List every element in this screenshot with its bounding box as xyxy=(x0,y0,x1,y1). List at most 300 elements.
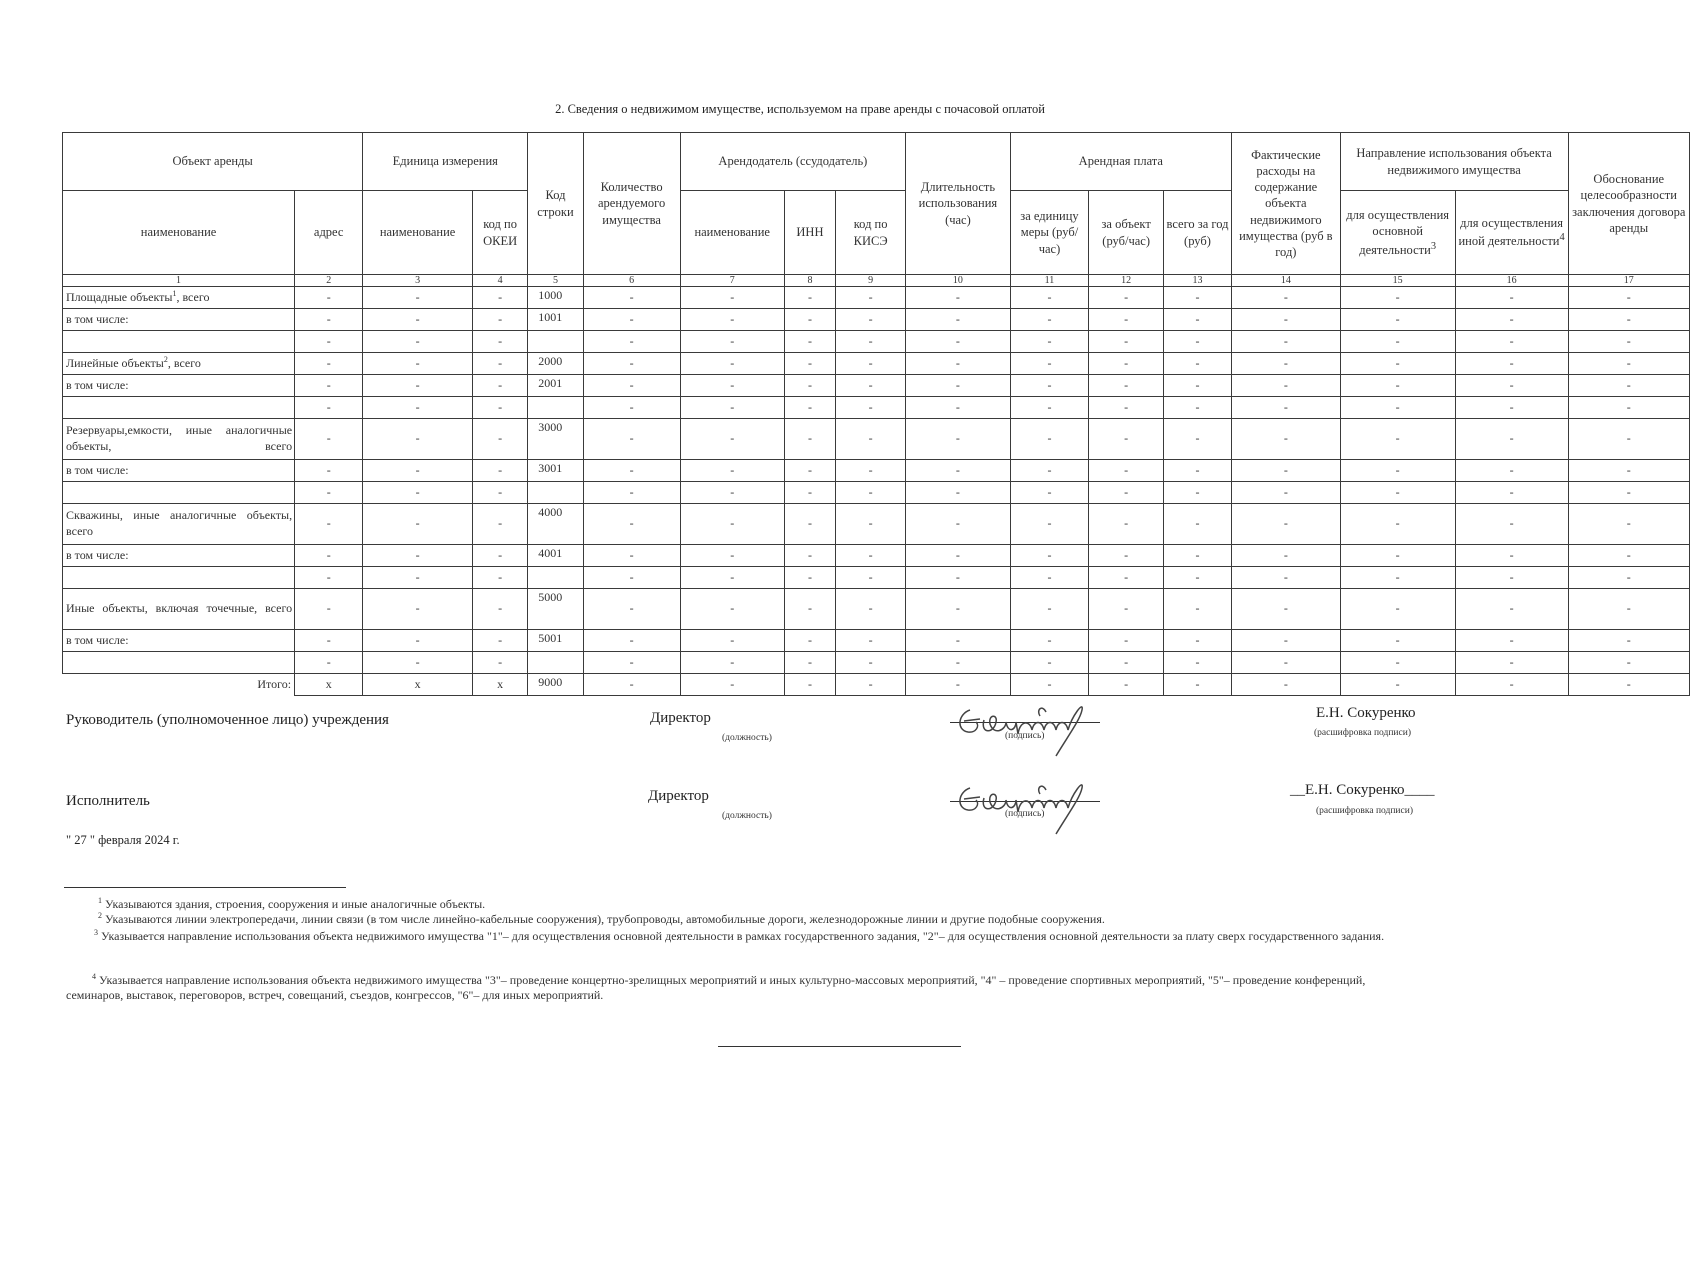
cell-dash: - xyxy=(1232,589,1341,630)
cell-dash: - xyxy=(835,589,905,630)
cell-dash: - xyxy=(1232,652,1341,674)
cell-dash: - xyxy=(680,397,784,419)
cell-dash: - xyxy=(363,309,473,331)
rental-table xyxy=(62,132,1690,696)
table-body xyxy=(63,275,1690,696)
cell-dash: - xyxy=(1340,652,1455,674)
cell-dash: - xyxy=(1089,419,1164,460)
cell-dash: - xyxy=(363,545,473,567)
cell-dash: - xyxy=(835,309,905,331)
table-row xyxy=(63,375,1690,397)
cell-dash: - xyxy=(1568,674,1689,696)
cell-dash: - xyxy=(1340,482,1455,504)
table-row xyxy=(63,309,1690,331)
row-name: Линейные объекты$^2$, всего xyxy=(63,353,295,375)
cell-dash: - xyxy=(295,545,363,567)
cell-dash: - xyxy=(1232,375,1341,397)
cell-dash: - xyxy=(1010,567,1089,589)
header-line-code: Код строки xyxy=(528,133,583,275)
column-number: 1 xyxy=(63,275,295,287)
cell-dash: - xyxy=(835,482,905,504)
cell-dash: - xyxy=(784,375,835,397)
header-duration: Длительность использования (час) xyxy=(906,133,1010,275)
row-name xyxy=(63,397,295,419)
cell-dash: - xyxy=(1568,545,1689,567)
cell-dash: - xyxy=(1568,331,1689,353)
cell-dash: - xyxy=(1010,375,1089,397)
cell-dash: - xyxy=(1340,567,1455,589)
table-header xyxy=(63,133,1690,275)
rental-table-wrapper xyxy=(62,132,1686,704)
head-name-caption: (расшифровка подписи) xyxy=(1314,728,1411,738)
cell-dash: - xyxy=(1568,353,1689,375)
executor-signature-caption: (подпись) xyxy=(1005,809,1045,819)
cell-dash: - xyxy=(295,397,363,419)
cell-dash: - xyxy=(1163,652,1231,674)
header-direction-other: для осуществления иной деятельности$^4$ xyxy=(1455,191,1568,275)
cell-dash: - xyxy=(472,567,527,589)
cell-dash: - xyxy=(472,545,527,567)
header-rent-year: всего за год (руб) xyxy=(1163,191,1231,275)
cell-dash: - xyxy=(835,567,905,589)
column-number: 4 xyxy=(472,275,527,287)
cell-dash: - xyxy=(784,331,835,353)
cell-dash: - xyxy=(1232,567,1341,589)
cell-dash: - xyxy=(1232,674,1341,696)
cell-dash: - xyxy=(1568,630,1689,652)
cell-dash: - xyxy=(363,375,473,397)
cell-dash: - xyxy=(906,589,1010,630)
cell-dash: - xyxy=(1232,504,1341,545)
cell-dash: - xyxy=(583,589,680,630)
cell-dash: - xyxy=(1089,309,1164,331)
header-rent-object: за объект (руб/час) xyxy=(1089,191,1164,275)
column-number: 9 xyxy=(835,275,905,287)
row-code xyxy=(528,652,583,674)
cell-dash: - xyxy=(1232,460,1341,482)
cell-dash: - xyxy=(906,331,1010,353)
cell-dash: - xyxy=(1340,353,1455,375)
column-number: 16 xyxy=(1455,275,1568,287)
cell-dash: - xyxy=(1568,460,1689,482)
cell-dash: - xyxy=(784,630,835,652)
cell-dash: - xyxy=(1089,630,1164,652)
cell-dash: - xyxy=(1232,287,1341,309)
cell-dash: - xyxy=(295,504,363,545)
cell-dash: - xyxy=(680,353,784,375)
cell-dash: - xyxy=(1089,331,1164,353)
column-number: 17 xyxy=(1568,275,1689,287)
head-signature-image xyxy=(950,690,1100,760)
cell-dash: - xyxy=(583,287,680,309)
footnote-4-continued: семинаров, выставок, переговоров, встреч, совещаний, съездов, конгрессов, "6"– для иных мероприятий. xyxy=(66,988,604,1002)
cell-dash: - xyxy=(784,589,835,630)
cell-dash: - xyxy=(1163,482,1231,504)
footnote-separator xyxy=(64,887,346,888)
total-label: Итого: xyxy=(63,674,295,696)
cell-dash: - xyxy=(1568,482,1689,504)
cell-dash: - xyxy=(1455,287,1568,309)
cell-dash: - xyxy=(1089,460,1164,482)
cell-dash: - xyxy=(1163,397,1231,419)
column-number: 12 xyxy=(1089,275,1164,287)
cell-dash: - xyxy=(1568,419,1689,460)
cell-dash: - xyxy=(583,397,680,419)
cell-dash: - xyxy=(835,397,905,419)
cell-dash: - xyxy=(1568,309,1689,331)
cell-dash: - xyxy=(583,652,680,674)
cell-dash: - xyxy=(1232,309,1341,331)
cell-dash: - xyxy=(583,504,680,545)
cell-dash: - xyxy=(835,504,905,545)
cell-dash: - xyxy=(583,630,680,652)
cell-dash: - xyxy=(835,419,905,460)
cell-dash: - xyxy=(835,630,905,652)
total-code: 9000 xyxy=(528,674,583,696)
cell-dash: - xyxy=(1089,545,1164,567)
header-unit: Единица измерения xyxy=(363,133,528,191)
row-name xyxy=(63,567,295,589)
cell-dash: - xyxy=(1163,545,1231,567)
header-rent: Арендная плата xyxy=(1010,133,1231,191)
row-name: в том числе: xyxy=(63,545,295,567)
cell-dash: - xyxy=(1568,567,1689,589)
header-unit-okei: код по ОКЕИ xyxy=(472,191,527,275)
head-signature-caption: (подпись) xyxy=(1005,731,1045,741)
cell-dash: - xyxy=(1455,419,1568,460)
row-code xyxy=(528,482,583,504)
total-x: x xyxy=(363,674,473,696)
cell-dash: - xyxy=(1089,397,1164,419)
cell-dash: - xyxy=(1232,353,1341,375)
cell-dash: - xyxy=(472,353,527,375)
table-row xyxy=(63,589,1690,630)
row-name: Площадные объекты$^1$, всего xyxy=(63,287,295,309)
executor-label: Исполнитель xyxy=(66,793,150,809)
cell-dash: - xyxy=(835,674,905,696)
cell-dash: - xyxy=(906,674,1010,696)
cell-dash: - xyxy=(784,567,835,589)
cell-dash: - xyxy=(583,419,680,460)
cell-dash: - xyxy=(1010,287,1089,309)
cell-dash: - xyxy=(472,287,527,309)
cell-dash: - xyxy=(1568,504,1689,545)
cell-dash: - xyxy=(363,287,473,309)
cell-dash: - xyxy=(680,652,784,674)
cell-dash: - xyxy=(906,309,1010,331)
cell-dash: - xyxy=(1340,309,1455,331)
cell-dash: - xyxy=(1232,482,1341,504)
cell-dash: - xyxy=(363,589,473,630)
cell-dash: - xyxy=(680,287,784,309)
cell-dash: - xyxy=(363,504,473,545)
cell-dash: - xyxy=(1010,674,1089,696)
cell-dash: - xyxy=(363,482,473,504)
cell-dash: - xyxy=(1163,331,1231,353)
cell-dash: - xyxy=(472,419,527,460)
cell-dash: - xyxy=(295,419,363,460)
row-name: в том числе: xyxy=(63,630,295,652)
cell-dash: - xyxy=(1010,589,1089,630)
cell-dash: - xyxy=(1455,397,1568,419)
cell-dash: - xyxy=(680,460,784,482)
cell-dash: - xyxy=(784,353,835,375)
cell-dash: - xyxy=(1010,630,1089,652)
footnote-3: $^3$ Указывается направление использования объекта недвижимого имущества "1"– для осуществления основной деятельности в рамках государственного задания, "2"– для осуществления основной деятельности за плату сверх государственного задания. xyxy=(94,928,1385,943)
cell-dash: - xyxy=(295,567,363,589)
cell-dash: - xyxy=(906,482,1010,504)
cell-dash: - xyxy=(1163,309,1231,331)
cell-dash: - xyxy=(1455,309,1568,331)
cell-dash: - xyxy=(1232,630,1341,652)
row-code: 2000 xyxy=(528,353,583,375)
executor-position-caption: (должность) xyxy=(722,811,772,821)
cell-dash: - xyxy=(472,482,527,504)
cell-dash: - xyxy=(1089,674,1164,696)
cell-dash: - xyxy=(1340,674,1455,696)
cell-dash: - xyxy=(1089,482,1164,504)
cell-dash: - xyxy=(1163,287,1231,309)
head-name: Е.Н. Сокуренко xyxy=(1316,705,1416,721)
cell-dash: - xyxy=(583,331,680,353)
head-label: Руководитель (уполномоченное лицо) учреждения xyxy=(66,712,389,728)
cell-dash: - xyxy=(363,353,473,375)
cell-dash: - xyxy=(680,630,784,652)
cell-dash: - xyxy=(1089,287,1164,309)
cell-dash: - xyxy=(1340,504,1455,545)
cell-dash: - xyxy=(1232,545,1341,567)
cell-dash: - xyxy=(906,652,1010,674)
cell-dash: - xyxy=(1089,652,1164,674)
executor-signature-image xyxy=(950,768,1100,838)
cell-dash: - xyxy=(1340,545,1455,567)
cell-dash: - xyxy=(784,545,835,567)
cell-dash: - xyxy=(1089,353,1164,375)
cell-dash: - xyxy=(472,652,527,674)
cell-dash: - xyxy=(680,589,784,630)
cell-dash: - xyxy=(1089,504,1164,545)
header-address: адрес xyxy=(295,191,363,275)
cell-dash: - xyxy=(472,397,527,419)
row-code: 1000 xyxy=(528,287,583,309)
cell-dash: - xyxy=(784,504,835,545)
header-name: наименование xyxy=(63,191,295,275)
cell-dash: - xyxy=(835,460,905,482)
table-row xyxy=(63,630,1690,652)
cell-dash: - xyxy=(680,419,784,460)
cell-dash: - xyxy=(1340,287,1455,309)
head-position-caption: (должность) xyxy=(722,733,772,743)
cell-dash: - xyxy=(680,545,784,567)
header-rent-unit: за единицу меры (руб/час) xyxy=(1010,191,1089,275)
header-direction-main: для осуществления основной деятельности$^3$ xyxy=(1340,191,1455,275)
cell-dash: - xyxy=(1340,460,1455,482)
executor-name: __Е.Н. Сокуренко____ xyxy=(1290,782,1435,798)
cell-dash: - xyxy=(363,331,473,353)
cell-dash: - xyxy=(906,397,1010,419)
cell-dash: - xyxy=(835,545,905,567)
cell-dash: - xyxy=(1340,375,1455,397)
cell-dash: - xyxy=(1010,397,1089,419)
row-name: в том числе: xyxy=(63,460,295,482)
cell-dash: - xyxy=(1010,460,1089,482)
column-number: 6 xyxy=(583,275,680,287)
row-name xyxy=(63,482,295,504)
cell-dash: - xyxy=(1568,652,1689,674)
cell-dash: - xyxy=(472,375,527,397)
cell-dash: - xyxy=(1232,397,1341,419)
table-row xyxy=(63,567,1690,589)
cell-dash: - xyxy=(1455,504,1568,545)
cell-dash: - xyxy=(295,482,363,504)
cell-dash: - xyxy=(363,630,473,652)
cell-dash: - xyxy=(583,353,680,375)
cell-dash: - xyxy=(906,630,1010,652)
cell-dash: - xyxy=(906,545,1010,567)
cell-dash: - xyxy=(1340,331,1455,353)
cell-dash: - xyxy=(1010,419,1089,460)
cell-dash: - xyxy=(1163,419,1231,460)
cell-dash: - xyxy=(472,309,527,331)
cell-dash: - xyxy=(1163,674,1231,696)
row-code xyxy=(528,567,583,589)
cell-dash: - xyxy=(295,287,363,309)
cell-dash: - xyxy=(784,652,835,674)
document-date: " 27 " февраля 2024 г. xyxy=(66,833,180,847)
cell-dash: - xyxy=(1455,482,1568,504)
cell-dash: - xyxy=(1010,309,1089,331)
end-rule xyxy=(718,1046,961,1047)
executor-position: Директор xyxy=(648,788,709,804)
cell-dash: - xyxy=(784,309,835,331)
cell-dash: - xyxy=(1010,353,1089,375)
cell-dash: - xyxy=(583,545,680,567)
cell-dash: - xyxy=(680,375,784,397)
cell-dash: - xyxy=(680,504,784,545)
column-number: 2 xyxy=(295,275,363,287)
header-lessor: Арендодатель (ссудодатель) xyxy=(680,133,906,191)
cell-dash: - xyxy=(1568,375,1689,397)
cell-dash: - xyxy=(906,504,1010,545)
cell-dash: - xyxy=(680,567,784,589)
footnote-1: $^1$ Указываются здания, строения, сооружения и иные аналогичные объекты. xyxy=(98,896,486,911)
cell-dash: - xyxy=(1455,652,1568,674)
cell-dash: - xyxy=(1455,331,1568,353)
cell-dash: - xyxy=(295,460,363,482)
cell-dash: - xyxy=(784,287,835,309)
executor-name-caption: (расшифровка подписи) xyxy=(1316,806,1413,816)
cell-dash: - xyxy=(1010,652,1089,674)
cell-dash: - xyxy=(1340,397,1455,419)
column-number: 15 xyxy=(1340,275,1455,287)
cell-dash: - xyxy=(835,652,905,674)
cell-dash: - xyxy=(472,460,527,482)
cell-dash: - xyxy=(784,482,835,504)
cell-dash: - xyxy=(295,652,363,674)
cell-dash: - xyxy=(295,630,363,652)
table-row xyxy=(63,460,1690,482)
cell-dash: - xyxy=(1010,482,1089,504)
cell-dash: - xyxy=(1568,287,1689,309)
footnote-4: $^4$ Указывается направление использования объекта недвижимого имущества "3"– проведение концертно-зрелищных мероприятий и иных культурно-массовых мероприятий, "4" – проведение спортивных мероприятий, "5"– проведение конференций, xyxy=(92,972,1366,987)
cell-dash: - xyxy=(472,504,527,545)
row-code xyxy=(528,331,583,353)
cell-dash: - xyxy=(583,309,680,331)
cell-dash: - xyxy=(1010,545,1089,567)
column-number: 5 xyxy=(528,275,583,287)
row-name xyxy=(63,652,295,674)
header-quantity: Количество арендуемого имущества xyxy=(583,133,680,275)
cell-dash: - xyxy=(1340,630,1455,652)
cell-dash: - xyxy=(363,397,473,419)
row-code: 1001 xyxy=(528,309,583,331)
cell-dash: - xyxy=(906,287,1010,309)
column-number: 10 xyxy=(906,275,1010,287)
cell-dash: - xyxy=(583,567,680,589)
row-name: Иные объекты, включая точечные, всего xyxy=(63,589,295,630)
table-row xyxy=(63,652,1690,674)
header-object: Объект аренды xyxy=(63,133,363,191)
row-name: Резервуары,емкости, иные аналогичные объекты, всего xyxy=(63,419,295,460)
cell-dash: - xyxy=(835,287,905,309)
cell-dash: - xyxy=(680,331,784,353)
cell-dash: - xyxy=(1089,589,1164,630)
row-name: в том числе: xyxy=(63,309,295,331)
cell-dash: - xyxy=(680,309,784,331)
row-name xyxy=(63,331,295,353)
cell-dash: - xyxy=(1089,567,1164,589)
cell-dash: - xyxy=(295,375,363,397)
cell-dash: - xyxy=(1163,504,1231,545)
cell-dash: - xyxy=(1163,353,1231,375)
cell-dash: - xyxy=(680,482,784,504)
cell-dash: - xyxy=(1232,419,1341,460)
cell-dash: - xyxy=(1163,567,1231,589)
cell-dash: - xyxy=(1455,545,1568,567)
header-lessor-kise: код по КИСЭ xyxy=(835,191,905,275)
header-lessor-name: наименование xyxy=(680,191,784,275)
row-code: 5001 xyxy=(528,630,583,652)
row-name: Скважины, иные аналогичные объекты, всего xyxy=(63,504,295,545)
header-direction: Направление использования объекта недвижимого имущества xyxy=(1340,133,1568,191)
table-row xyxy=(63,287,1690,309)
row-code: 2001 xyxy=(528,375,583,397)
column-number: 7 xyxy=(680,275,784,287)
table-row xyxy=(63,397,1690,419)
cell-dash: - xyxy=(784,397,835,419)
cell-dash: - xyxy=(295,589,363,630)
cell-dash: - xyxy=(295,353,363,375)
total-x: x xyxy=(295,674,363,696)
row-code: 4000 xyxy=(528,504,583,545)
row-code: 3000 xyxy=(528,419,583,460)
header-lessor-inn: ИНН xyxy=(784,191,835,275)
cell-dash: - xyxy=(835,353,905,375)
footnote-2: $^2$ Указываются линии электропередачи, линии связи (в том числе линейно-кабельные сооружения), трубопроводы, автомобильные дороги, железнодорожные линии и другие подобные сооружения. xyxy=(98,911,1105,926)
cell-dash: - xyxy=(1232,331,1341,353)
table-row xyxy=(63,504,1690,545)
cell-dash: - xyxy=(1455,589,1568,630)
cell-dash: - xyxy=(1455,630,1568,652)
cell-dash: - xyxy=(906,460,1010,482)
cell-dash: - xyxy=(295,309,363,331)
cell-dash: - xyxy=(1455,375,1568,397)
cell-dash: - xyxy=(363,652,473,674)
table-row xyxy=(63,545,1690,567)
row-code: 5000 xyxy=(528,589,583,630)
cell-dash: - xyxy=(583,482,680,504)
cell-dash: - xyxy=(1455,567,1568,589)
